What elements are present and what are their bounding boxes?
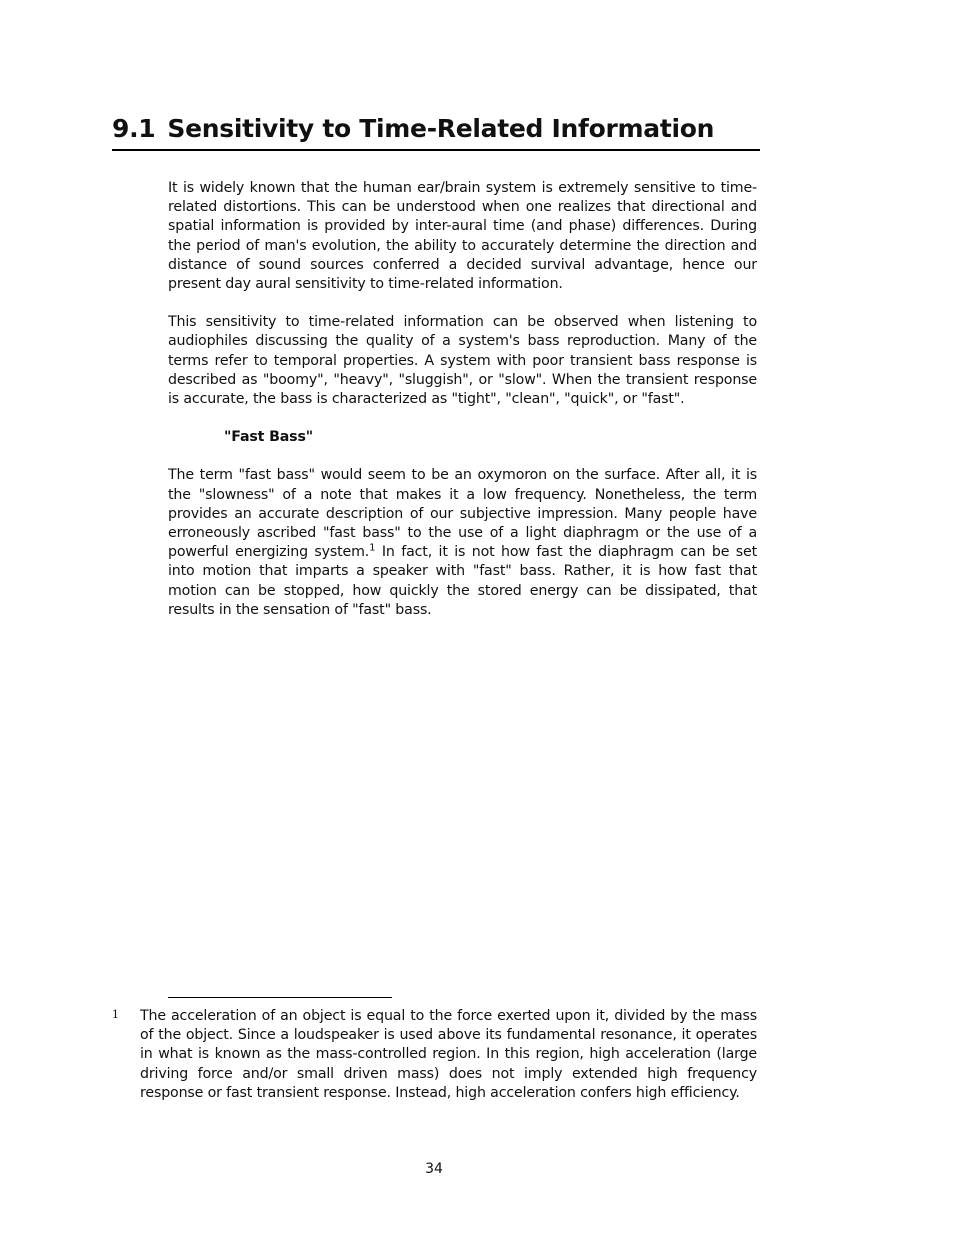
section-number: 9.1 [112,114,156,143]
footnote-separator [168,997,392,998]
section-title: Sensitivity to Time-Related Information [167,114,715,143]
fast-bass-text-part2: In fact, it is not how fast the diaphragm can be set into motion that imparts a speaker with "fast" bass. Rather, it is how fast that motion can be stopped, how quickly the stored energy can be dissipated, that results in the sensation of "fast" bass. [168,544,757,618]
paragraph-fast-bass [168,466,757,620]
footnote-reference[interactable]: 1 [369,542,376,554]
subsection-heading: "Fast Bass" [224,429,314,446]
paragraph-ear-brain-sensitivity: It is widely known that the human ear/brain system is extremely sensitive to time-related distortions. This can be understood when one realizes that directional and spatial information is provided by inter-aural time (and phase) differences. During the period of man's evolution, the ability to accurately determine the direction and distance of sound sources conferred a decided survival advantage, hence our present day aural sensitivity to time-related information. [168,180,757,293]
section-heading [112,112,760,151]
fast-bass-text-part1: The term "fast bass" would seem to be an oxymoron on the surface. After all, it is the "slowness" of a note that makes it a low frequency. Nonetheless, the term provides an accurate description of our subjective impression. Many people have erroneously ascribed "fast bass" to the use of a light diaphragm or the use of a powerful energizing system. [168,467,757,561]
page-number: 34 [425,1161,443,1177]
footnote-marker: 1 [112,1008,119,1021]
body-text [168,179,757,639]
footnote [112,1007,757,1103]
paragraph-bass-terms: This sensitivity to time-related information can be observed when listening to audiophiles discussing the quality of a system's bass reproduction. Many of the terms refer to temporal properties. A system with poor transient bass response is described as "boomy", "heavy", "sluggish", or "slow". When the transient response is accurate, the bass is characterized as "tight", "clean", "quick", or "fast". [168,314,757,408]
footnote-text: The acceleration of an object is equal to the force exerted upon it, divided by the mass of the object. Since a loudspeaker is used above its fundamental resonance, it operates in what is known as the mass-controlled region. In this region, high acceleration (large driving force and/or small driven mass) does not imply extended high frequency response or fast transient response. Instead, high acceleration confers high efficiency. [140,1008,757,1101]
